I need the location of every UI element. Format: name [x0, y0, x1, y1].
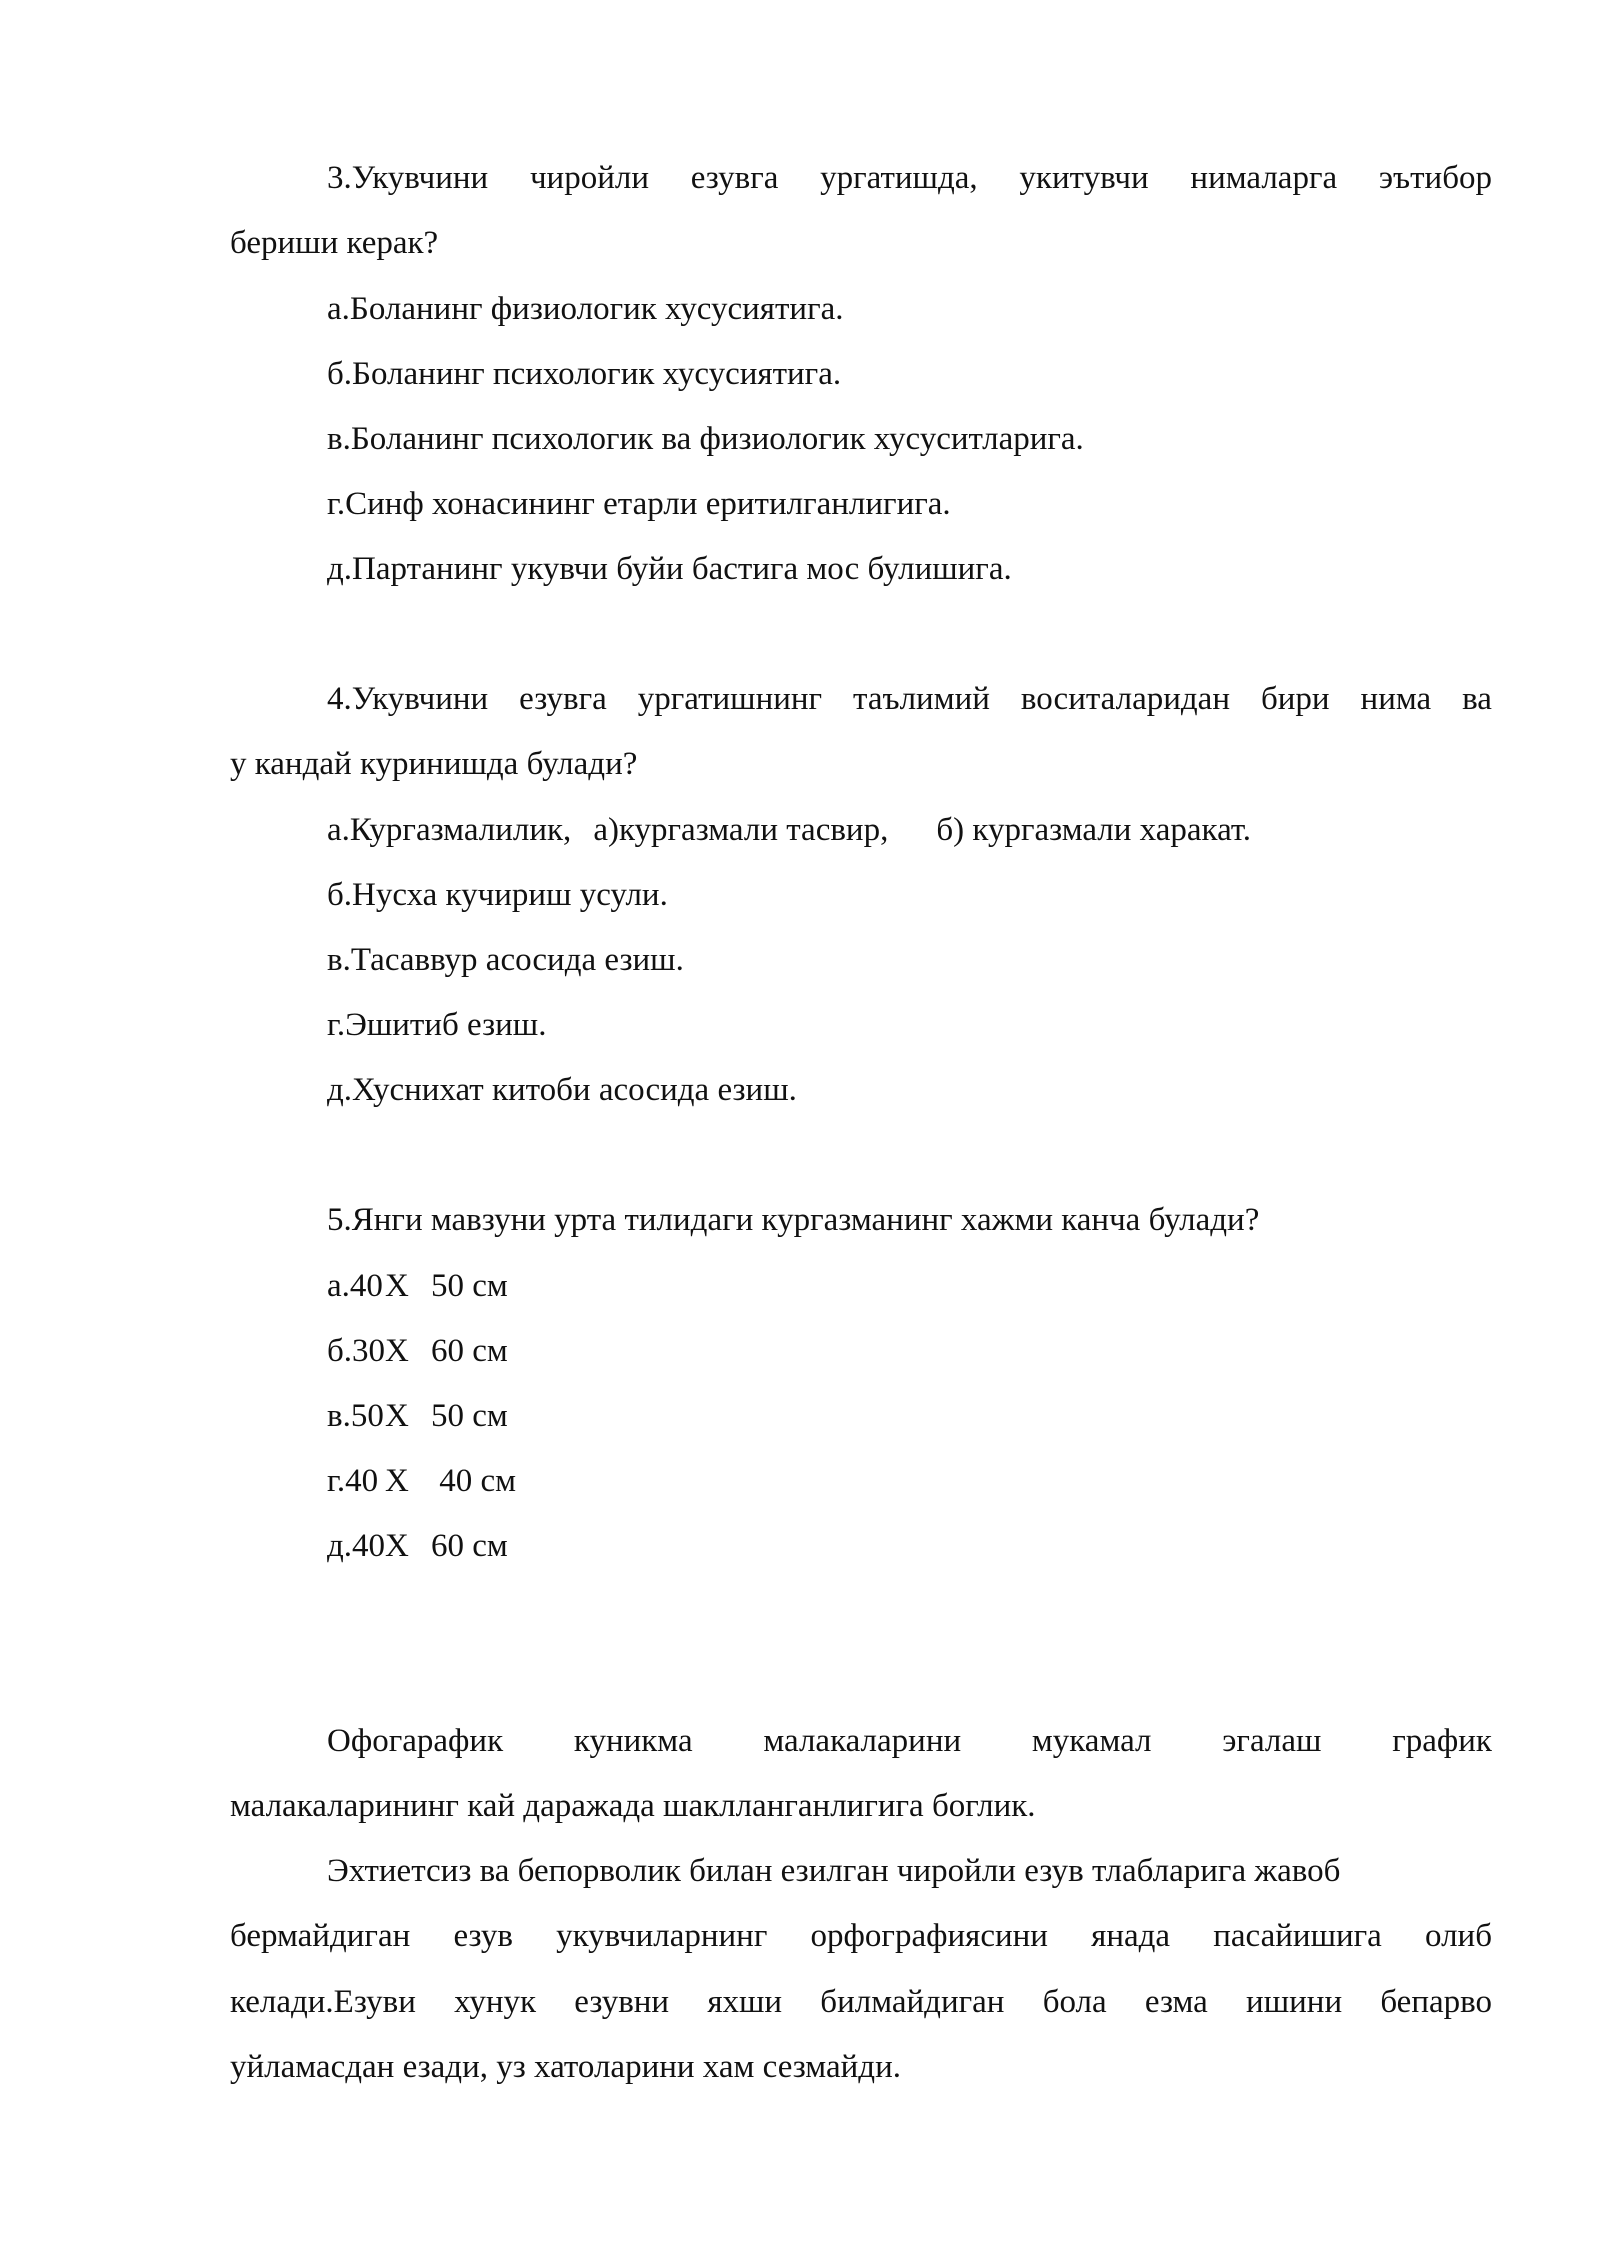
- q3-question-line1: [327, 158, 1492, 198]
- para2-word: янада: [1091, 1918, 1171, 1954]
- q3-option-d: г.Синф хонасининг етарли еритилганлигига.: [327, 486, 951, 522]
- q3-word: 3.Укувчини: [327, 160, 489, 196]
- para2-word: билмайдиган: [820, 1984, 1005, 2020]
- q4-option-a-sub1: а)кургазмали тасвир,: [593, 812, 889, 848]
- q5-option-value: 50 см: [431, 1398, 508, 1434]
- q4-word: воситаларидан: [1020, 681, 1230, 717]
- q4-word: ургатишнинг: [637, 681, 823, 717]
- para2-word: келади.Езуви: [230, 1984, 416, 2020]
- para2-line4: уйламасдан езади, уз хатоларини хам сезмайди.: [230, 2049, 901, 2085]
- q3-word: езувга: [690, 160, 779, 196]
- q5-option-letter: в.50: [327, 1398, 384, 1434]
- para1-word: мукамал: [1031, 1723, 1152, 1759]
- para2-word: пасайишига: [1213, 1918, 1382, 1954]
- q4-option-b: б.Нусха кучириш усули.: [327, 877, 668, 913]
- q5-option-x: Х: [385, 1268, 409, 1304]
- q5-option-letter: д.40: [327, 1528, 386, 1564]
- q3-question-line2: бериши керак?: [230, 225, 439, 261]
- q4-question-line1: [327, 679, 1492, 719]
- q4-option-d: г.Эшитиб езиш.: [327, 1007, 547, 1043]
- q5-option-x: Х: [385, 1398, 409, 1434]
- q3-word: нималарга: [1190, 160, 1338, 196]
- para2-word: олиб: [1425, 1918, 1492, 1954]
- q3-option-c: в.Боланинг психологик ва физиологик хусуситларига.: [327, 421, 1084, 457]
- q4-word: 4.Укувчини: [327, 681, 489, 717]
- para1-word: эгалаш: [1222, 1723, 1322, 1759]
- para2-line2: [230, 1916, 1492, 1956]
- q5-option-letter: б.30: [327, 1333, 386, 1369]
- q4-option-a-label: а.Кургазмалилик,: [327, 812, 572, 848]
- para2-word: бермайдиган: [230, 1918, 411, 1954]
- q5-option-a: [327, 1266, 508, 1306]
- q4-word: езувга: [519, 681, 607, 717]
- q4-option-a-sub2: б) кургазмали харакат.: [936, 812, 1252, 848]
- q3-word: ургатишда,: [820, 160, 978, 196]
- para2-word: укувчиларнинг: [556, 1918, 768, 1954]
- q4-option-e: д.Хуснихат китоби асосида езиш.: [327, 1072, 797, 1108]
- para2-word: езма: [1144, 1984, 1208, 2020]
- q5-option-b: [327, 1331, 508, 1371]
- q5-option-x: Х: [385, 1463, 409, 1499]
- q3-option-a: а.Боланинг физиологик хусусиятига.: [327, 291, 844, 327]
- para2-word: езувни: [574, 1984, 670, 2020]
- q5-option-x: Х: [385, 1528, 409, 1564]
- q5-option-x: Х: [385, 1333, 409, 1369]
- para2-word: бепарво: [1380, 1984, 1492, 2020]
- para2-line3: [230, 1982, 1492, 2022]
- q4-option-a: [327, 810, 1251, 850]
- para1-line1: [327, 1721, 1492, 1761]
- para1-word: Офогарафик: [327, 1723, 504, 1759]
- q4-word: ва: [1462, 681, 1492, 717]
- q3-word: чиройли: [529, 160, 649, 196]
- q4-question-line2: у кандай куринишда булади?: [230, 746, 638, 782]
- q5-option-d: [327, 1461, 516, 1501]
- para2-word: езув: [453, 1918, 513, 1954]
- q3-word: эътибор: [1378, 160, 1492, 196]
- q5-option-value: 50 см: [431, 1268, 508, 1304]
- q5-option-value: 60 см: [431, 1528, 508, 1564]
- q5-option-e: [327, 1526, 508, 1566]
- q4-word: бири: [1260, 681, 1330, 717]
- q3-option-b: б.Боланинг психологик хусусиятига.: [327, 356, 842, 392]
- para1-word: график: [1392, 1723, 1492, 1759]
- para2-word: хунук: [454, 1984, 537, 2020]
- para2-line1: Эхтиетсиз ва бепорволик билан езилган чиройли езув тлабларига жавоб: [327, 1853, 1341, 1889]
- q5-option-letter: г.40: [327, 1463, 379, 1499]
- para1-word: куникма: [573, 1723, 693, 1759]
- para1-line2: малакаларининг кай даражада шаклланганлигига боглик.: [230, 1788, 1036, 1824]
- q3-option-e: д.Партанинг укувчи буйи бастига мос булишига.: [327, 551, 1012, 587]
- para1-word: малакаларини: [763, 1723, 962, 1759]
- q5-question: 5.Янги мавзуни урта тилидаги кургазманинг хажми канча булади?: [327, 1202, 1260, 1238]
- para2-word: бола: [1042, 1984, 1107, 2020]
- q5-option-value: 40 см: [431, 1463, 517, 1499]
- q4-word: таълимий: [853, 681, 990, 717]
- q5-option-letter: а.40: [327, 1268, 383, 1304]
- para2-word: ишини: [1246, 1984, 1343, 2020]
- para2-word: орфографиясини: [810, 1918, 1048, 1954]
- q4-option-c: в.Тасаввур асосида езиш.: [327, 942, 684, 978]
- q5-option-c: [327, 1396, 508, 1436]
- q3-word: укитувчи: [1019, 160, 1149, 196]
- para2-word: яхши: [707, 1984, 783, 2020]
- q4-word: нима: [1360, 681, 1432, 717]
- q5-option-value: 60 см: [431, 1333, 508, 1369]
